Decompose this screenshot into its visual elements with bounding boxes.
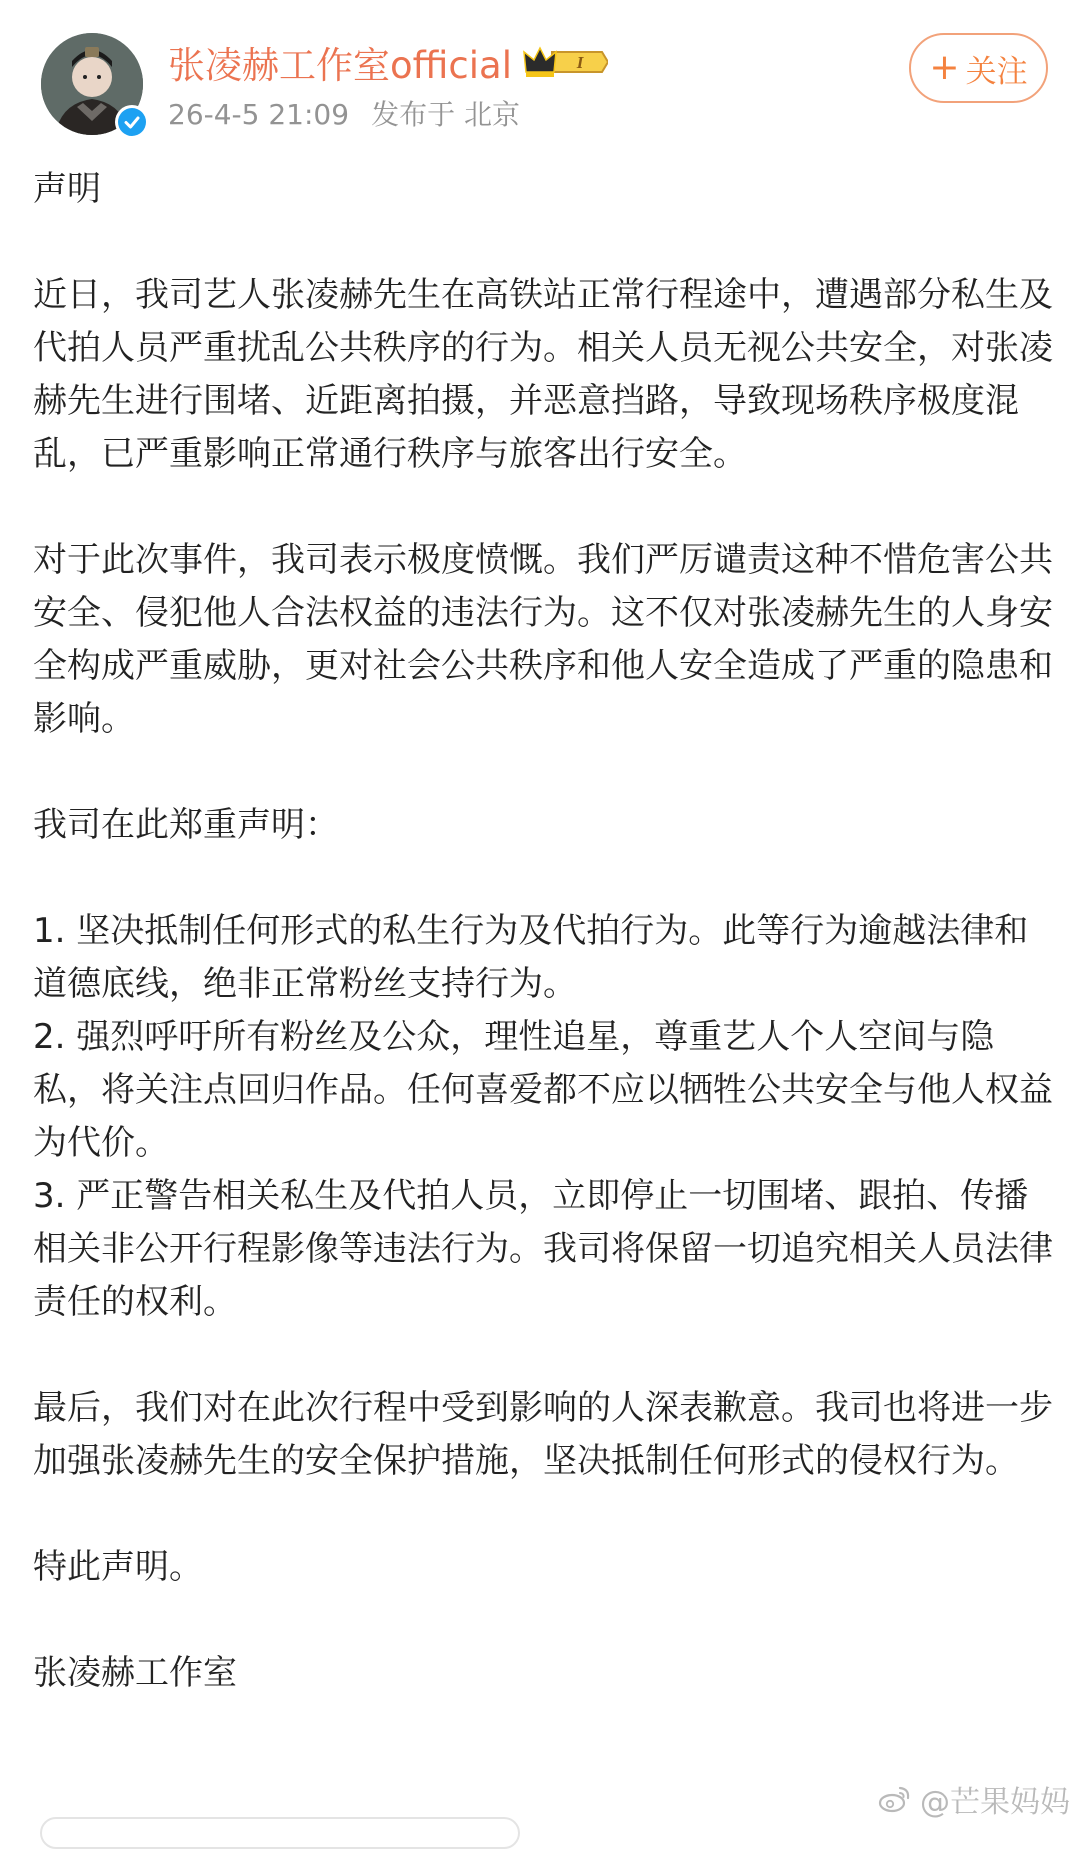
crown-icon	[522, 44, 608, 80]
post-paragraph: 声明	[33, 169, 101, 209]
list-item: 1. 坚决抵制任何形式的私生行为及代拍行为。此等行为逾越法律和道德底线，绝非正常粉丝支持行为。	[33, 911, 1029, 1004]
post-paragraph: 对于此次事件，我司表示极度愤慨。我们严厉谴责这种不惜危害公共安全、侵犯他人合法权益的违法行为。这不仅对张凌赫先生的人身安全构成严重威胁，更对社会公共秩序和他人安全造成了严重的隐患和影响。	[33, 540, 1053, 739]
post-paragraph: 近日，我司艺人张凌赫先生在高铁站正常行程途中，遭遇部分私生及代拍人员严重扰乱公共秩序的行为。相关人员无视公共安全，对张凌赫先生进行围堵、近距离拍摄，并恶意挡路，导致现场秩序极度混乱，已严重影响正常通行秩序与旅客出行安全。	[33, 275, 1053, 474]
watermark-text: @芒果妈妈	[920, 1785, 1070, 1820]
list-item: 2. 强烈呼吁所有粉丝及公众，理性追星，尊重艺人个人空间与隐私，将关注点回归作品。任何喜爱都不应以牺牲公共安全与他人权益为代价。	[33, 1017, 1053, 1163]
post-meta	[168, 93, 520, 133]
list-item: 3. 严正警告相关私生及代拍人员，立即停止一切围堵、跟拍、传播相关非公开行程影像等违法行为。我司将保留一切追究相关人员法律责任的权利。	[33, 1176, 1053, 1322]
watermark	[878, 1777, 1070, 1821]
follow-button[interactable]	[909, 33, 1048, 103]
plus-icon: +	[929, 47, 960, 88]
verified-check-icon	[115, 105, 149, 139]
username[interactable]: 张凌赫工作室official	[168, 44, 512, 87]
post-location: 发布于 北京	[371, 98, 520, 131]
comment-input[interactable]	[40, 1817, 520, 1849]
post-paragraph: 特此声明。	[33, 1547, 203, 1587]
weibo-logo-icon	[878, 1784, 912, 1814]
post-paragraph: 最后，我们对在此次行程中受到影响的人深表歉意。我司也将进一步加强张凌赫先生的安全保护措施，坚决抵制任何形式的侵权行为。	[33, 1388, 1053, 1481]
avatar[interactable]	[41, 33, 143, 135]
post-paragraph: 我司在此郑重声明：	[33, 805, 339, 845]
post-body	[33, 163, 1053, 1700]
follow-label: 关注	[965, 53, 1028, 90]
vip-badge[interactable]	[522, 44, 608, 80]
post-signature: 张凌赫工作室	[33, 1653, 237, 1693]
vip-level-text: I	[576, 53, 584, 72]
post-timestamp: 26-4-5 21:09	[168, 98, 350, 131]
post-header	[0, 0, 1080, 150]
username-row	[168, 36, 608, 88]
